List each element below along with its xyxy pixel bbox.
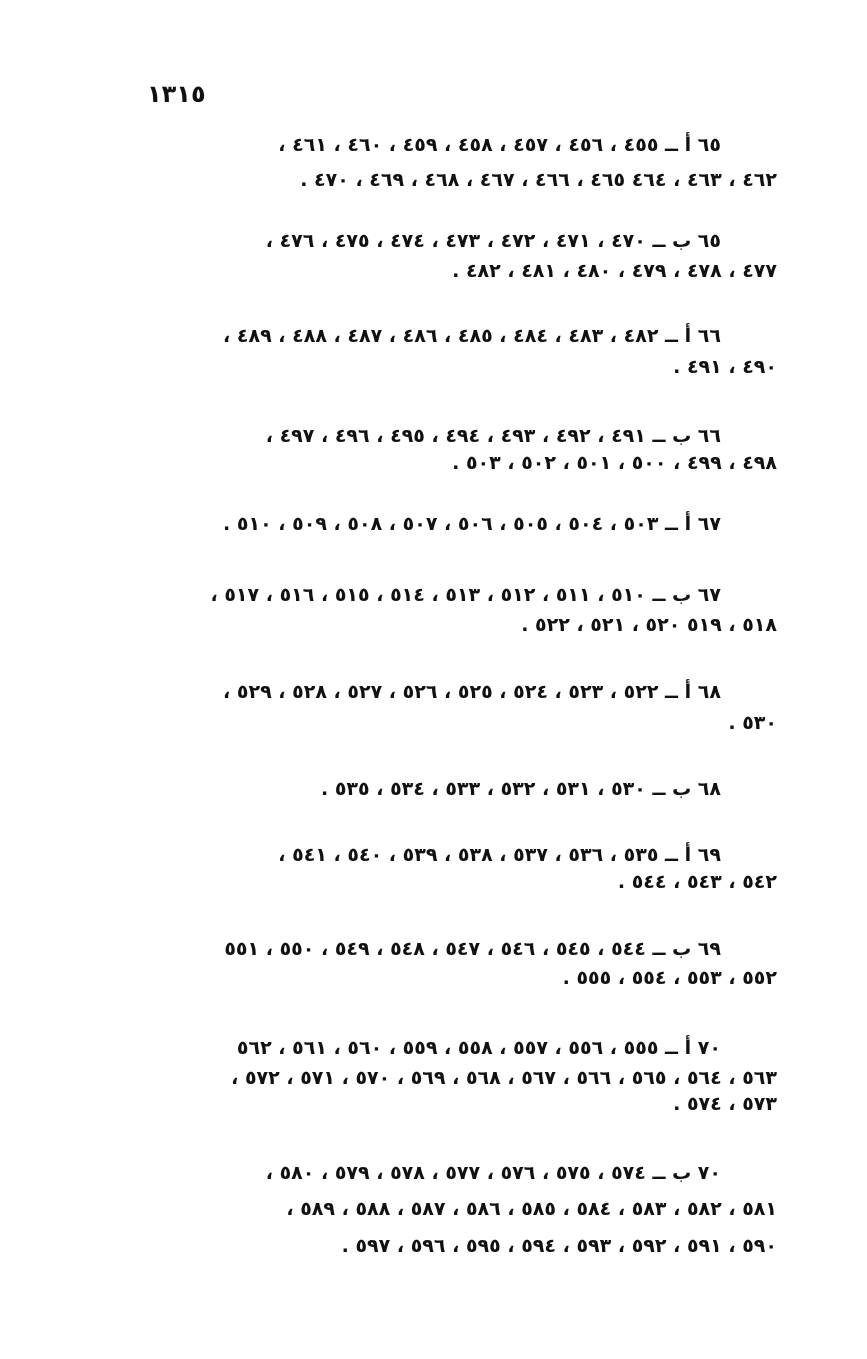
entry-line: ٤٧٧ ، ٤٧٨ ، ٤٧٩ ، ٤٨٠ ، ٤٨١ ، ٤٨٢ . (452, 260, 777, 282)
page-number: ١٣١٥ (147, 80, 206, 108)
entry-line: ٦٧ أ ــ ٥٠٣ ، ٥٠٤ ، ٥٠٥ ، ٥٠٦ ، ٥٠٧ ، ٥٠٨ ، ٥٠٩ ، ٥١٠ . (223, 513, 721, 535)
entry-line: ٥٣٠ . (728, 712, 777, 734)
entry-line: ٤٩٠ ، ٤٩١ . (673, 356, 777, 378)
entry-line: ٦٥ أ ــ ٤٥٥ ، ٤٥٦ ، ٤٥٧ ، ٤٥٨ ، ٤٥٩ ، ٤٦٠ ، ٤٦١ ، (278, 134, 721, 156)
entry-line: ٥٤٢ ، ٥٤٣ ، ٥٤٤ . (617, 871, 777, 893)
entry-line: ٤٦٢ ، ٤٦٣ ، ٤٦٤ ٤٦٥ ، ٤٦٦ ، ٤٦٧ ، ٤٦٨ ، ٤٦٩ ، ٤٧٠ . (300, 169, 777, 191)
entry-line: ٥٥٢ ، ٥٥٣ ، ٥٥٤ ، ٥٥٥ . (562, 967, 777, 989)
entry-line: ٦٨ أ ــ ٥٢٢ ، ٥٢٣ ، ٥٢٤ ، ٥٢٥ ، ٥٢٦ ، ٥٢٧ ، ٥٢٨ ، ٥٢٩ ، (223, 681, 721, 703)
entry-line: ٧٠ ب ــ ٥٧٤ ، ٥٧٥ ، ٥٧٦ ، ٥٧٧ ، ٥٧٨ ، ٥٧٩ ، ٥٨٠ ، (265, 1162, 721, 1184)
entry-line: ٦٩ أ ــ ٥٣٥ ، ٥٣٦ ، ٥٣٧ ، ٥٣٨ ، ٥٣٩ ، ٥٤٠ ، ٥٤١ ، (278, 844, 721, 866)
entry-line: ٤٩٨ ، ٤٩٩ ، ٥٠٠ ، ٥٠١ ، ٥٠٢ ، ٥٠٣ . (452, 452, 777, 474)
entry-line: ٥٧٣ ، ٥٧٤ . (673, 1093, 777, 1115)
entry-line: ٥١٨ ، ٥١٩ ٥٢٠ ، ٥٢١ ، ٥٢٢ . (521, 614, 777, 636)
entry-line: ٦٨ ب ــ ٥٣٠ ، ٥٣١ ، ٥٣٢ ، ٥٣٣ ، ٥٣٤ ، ٥٣٥ . (320, 778, 721, 800)
entry-line: ٦٩ ب ــ ٥٤٤ ، ٥٤٥ ، ٥٤٦ ، ٥٤٧ ، ٥٤٨ ، ٥٤٩ ، ٥٥٠ ، ٥٥١ (224, 938, 721, 960)
entry-line: ٦٦ ب ــ ٤٩١ ، ٤٩٢ ، ٤٩٣ ، ٤٩٤ ، ٤٩٥ ، ٤٩٦ ، ٤٩٧ ، (265, 425, 721, 447)
entry-line: ٥٩٠ ، ٥٩١ ، ٥٩٢ ، ٥٩٣ ، ٥٩٤ ، ٥٩٥ ، ٥٩٦ ، ٥٩٧ . (341, 1235, 777, 1257)
entry-line: ٦٦ أ ــ ٤٨٢ ، ٤٨٣ ، ٤٨٤ ، ٤٨٥ ، ٤٨٦ ، ٤٨٧ ، ٤٨٨ ، ٤٨٩ ، (223, 325, 721, 347)
entry-line: ٦٧ ب ــ ٥١٠ ، ٥١١ ، ٥١٢ ، ٥١٣ ، ٥١٤ ، ٥١٥ ، ٥١٦ ، ٥١٧ ، (210, 584, 721, 606)
entry-line: ٥٨١ ، ٥٨٢ ، ٥٨٣ ، ٥٨٤ ، ٥٨٥ ، ٥٨٦ ، ٥٨٧ ، ٥٨٨ ، ٥٨٩ ، (286, 1198, 777, 1220)
entry-line: ٧٠ أ ــ ٥٥٥ ، ٥٥٦ ، ٥٥٧ ، ٥٥٨ ، ٥٥٩ ، ٥٦٠ ، ٥٦١ ، ٥٦٢ (236, 1037, 721, 1059)
entry-line: ٥٦٣ ، ٥٦٤ ، ٥٦٥ ، ٥٦٦ ، ٥٦٧ ، ٥٦٨ ، ٥٦٩ ، ٥٧٠ ، ٥٧١ ، ٥٧٢ ، (231, 1067, 777, 1089)
entry-line: ٦٥ ب ــ ٤٧٠ ، ٤٧١ ، ٤٧٢ ، ٤٧٣ ، ٤٧٤ ، ٤٧٥ ، ٤٧٦ ، (265, 230, 721, 252)
